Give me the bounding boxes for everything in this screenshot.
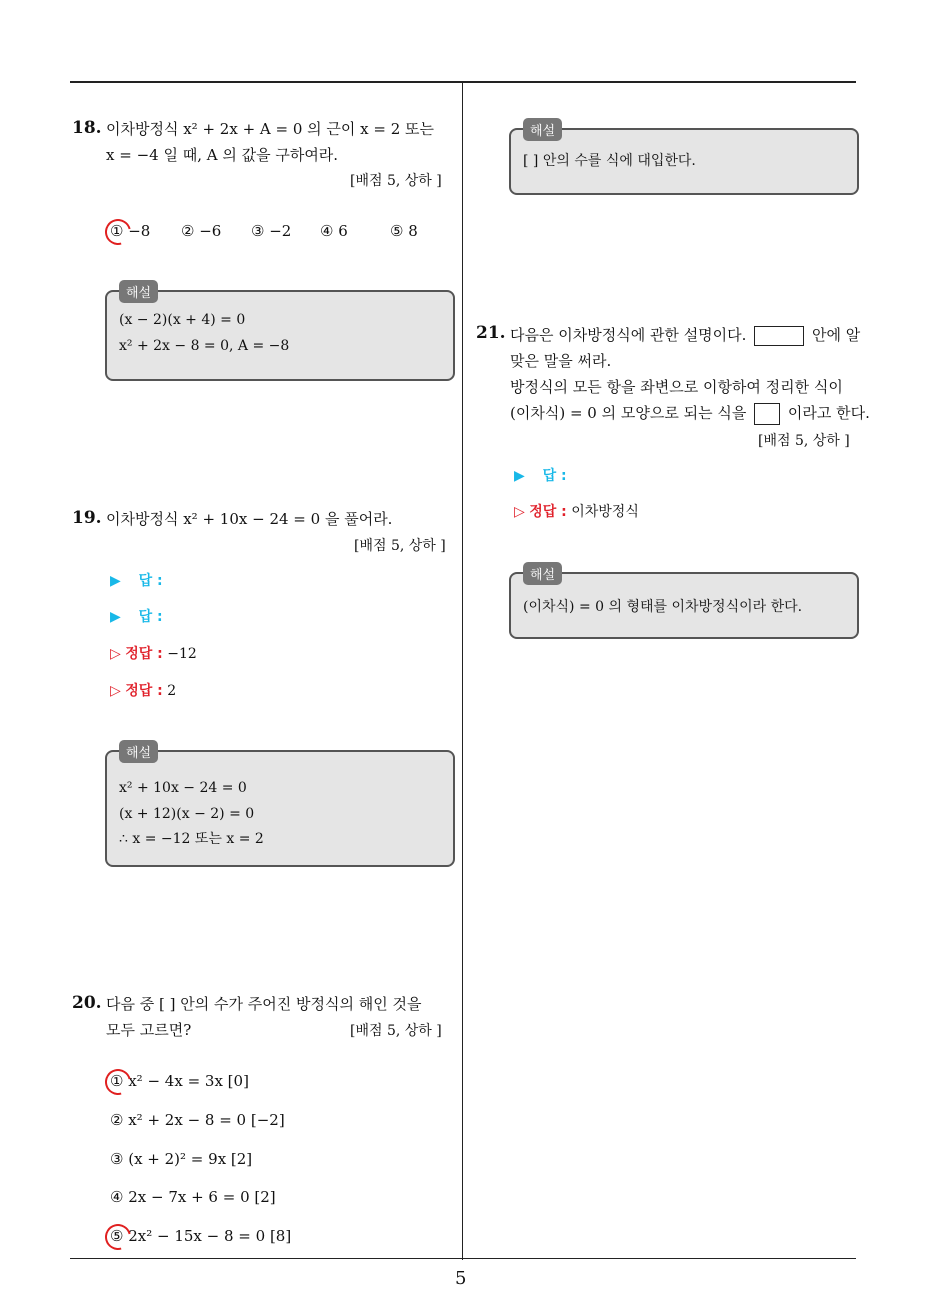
q21-text-line4b: 이라고 한다. (787, 404, 870, 422)
q21-text-line1a: 다음은 이차방정식에 관한 설명이다. (510, 326, 747, 344)
q18-choice-5[interactable]: ⑤ 8 (390, 222, 418, 240)
q21-text-line4 (510, 399, 870, 427)
play-icon: ▶ (110, 573, 121, 589)
q21-answer-blank-1 (754, 326, 804, 346)
q19-correct-label-1: 정답 : (125, 646, 163, 662)
q18-solution-tag: 해설 (119, 280, 158, 303)
q20-choice-5[interactable]: ⑤ 2x² − 15x − 8 = 0 [8] (110, 1227, 292, 1245)
q20-text-line1: 다음 중 [ ] 안의 수가 주어진 방정식의 해인 것을 (106, 995, 422, 1013)
page-number: 5 (455, 1268, 467, 1289)
q18-choice-4[interactable]: ④ 6 (320, 222, 348, 240)
q20-choice-4[interactable]: ④ 2x − 7x + 6 = 0 [2] (110, 1188, 276, 1206)
q21-solution-tag: 해설 (523, 562, 562, 585)
q19-correct-1 (110, 643, 197, 663)
q19-answer-2 (110, 606, 163, 626)
q18-text-line2: x = −4 일 때, A 의 값을 구하여라. (106, 146, 339, 164)
q19-correct-2 (110, 680, 176, 700)
q19-solution-line2: (x + 12)(x − 2) = 0 (119, 806, 255, 822)
q21-correct (514, 501, 639, 521)
q19-answer-label-2: 답 : (138, 609, 163, 625)
q19-text: 이차방정식 x² + 10x − 24 = 0 을 풀어라. (106, 510, 393, 528)
q19-answer-label-1: 답 : (138, 573, 163, 589)
q19-solution-box (105, 746, 455, 867)
q18-solution-box (105, 286, 455, 381)
q21-solution-box (509, 568, 859, 639)
q20-choice-2[interactable]: ② x² + 2x − 8 = 0 [−2] (110, 1111, 285, 1129)
q19-solution-line1: x² + 10x − 24 = 0 (119, 780, 247, 796)
q18-solution-line2: x² + 2x − 8 = 0, A = −8 (119, 338, 290, 354)
q19-solution-line3: ∴ x = −12 또는 x = 2 (119, 831, 264, 847)
q21-text-line1 (510, 321, 860, 349)
q20-score: [배점 5, 상하 ] (350, 1023, 442, 1039)
q20-text-line2: 모두 고르면? (106, 1021, 192, 1039)
q19-correct-label-2: 정답 : (125, 683, 163, 699)
q18-solution-line1: (x − 2)(x + 4) = 0 (119, 312, 246, 328)
q21-answer-blank-2 (754, 403, 780, 425)
q19-correct-value-2: 2 (167, 683, 177, 699)
q20-solution-line: [ ] 안의 수를 식에 대입한다. (523, 153, 696, 169)
q18-choice-3[interactable]: ③ −2 (251, 222, 292, 240)
q18-choice-2[interactable]: ② −6 (181, 222, 222, 240)
play-outline-icon: ▷ (110, 646, 121, 662)
q21-answer-label: 답 : (542, 468, 567, 484)
q20-solution-tag: 해설 (523, 118, 562, 141)
q21-score: [배점 5, 상하 ] (758, 433, 850, 449)
q19-number: 19. (72, 508, 102, 528)
column-divider (462, 82, 463, 1260)
q21-solution-line: (이차식) = 0 의 형태를 이차방정식이라 한다. (523, 599, 803, 615)
q21-answer (514, 465, 567, 485)
q18-number: 18. (72, 118, 102, 138)
q21-correct-value: 이차방정식 (571, 504, 639, 520)
q18-text-line1: 이차방정식 x² + 2x + A = 0 의 근이 x = 2 또는 (106, 120, 435, 138)
play-outline-icon: ▷ (514, 504, 525, 520)
q19-answer-1 (110, 570, 163, 590)
q21-text-line2: 맞은 말을 써라. (510, 352, 612, 370)
q19-score: [배점 5, 상하 ] (354, 538, 446, 554)
q21-text-line4a: (이차식) = 0 의 모양으로 되는 식을 (510, 404, 747, 422)
q19-solution-tag: 해설 (119, 740, 158, 763)
q21-correct-label: 정답 : (529, 504, 567, 520)
bottom-rule (70, 1258, 856, 1259)
q20-number: 20. (72, 993, 102, 1013)
top-rule (70, 81, 856, 83)
q21-number: 21. (476, 323, 506, 343)
q21-text-line3: 방정식의 모든 항을 좌변으로 이항하여 정리한 식이 (510, 378, 843, 396)
q18-score: [배점 5, 상하 ] (350, 173, 442, 189)
play-icon: ▶ (514, 468, 525, 484)
play-outline-icon: ▷ (110, 683, 121, 699)
q20-solution-box (509, 124, 859, 195)
q18-choice-1[interactable]: ① −8 (110, 222, 151, 240)
q18-answer-circle-mark (100, 214, 136, 250)
q20-choice-3[interactable]: ③ (x + 2)² = 9x [2] (110, 1150, 253, 1168)
q21-text-line1b: 안에 알 (812, 326, 861, 344)
q20-answer-circle-mark-1 (100, 1064, 136, 1100)
play-icon: ▶ (110, 609, 121, 625)
q20-choice-1[interactable]: ① x² − 4x = 3x [0] (110, 1072, 249, 1090)
q20-answer-circle-mark-5 (100, 1219, 136, 1255)
q19-correct-value-1: −12 (167, 646, 197, 662)
